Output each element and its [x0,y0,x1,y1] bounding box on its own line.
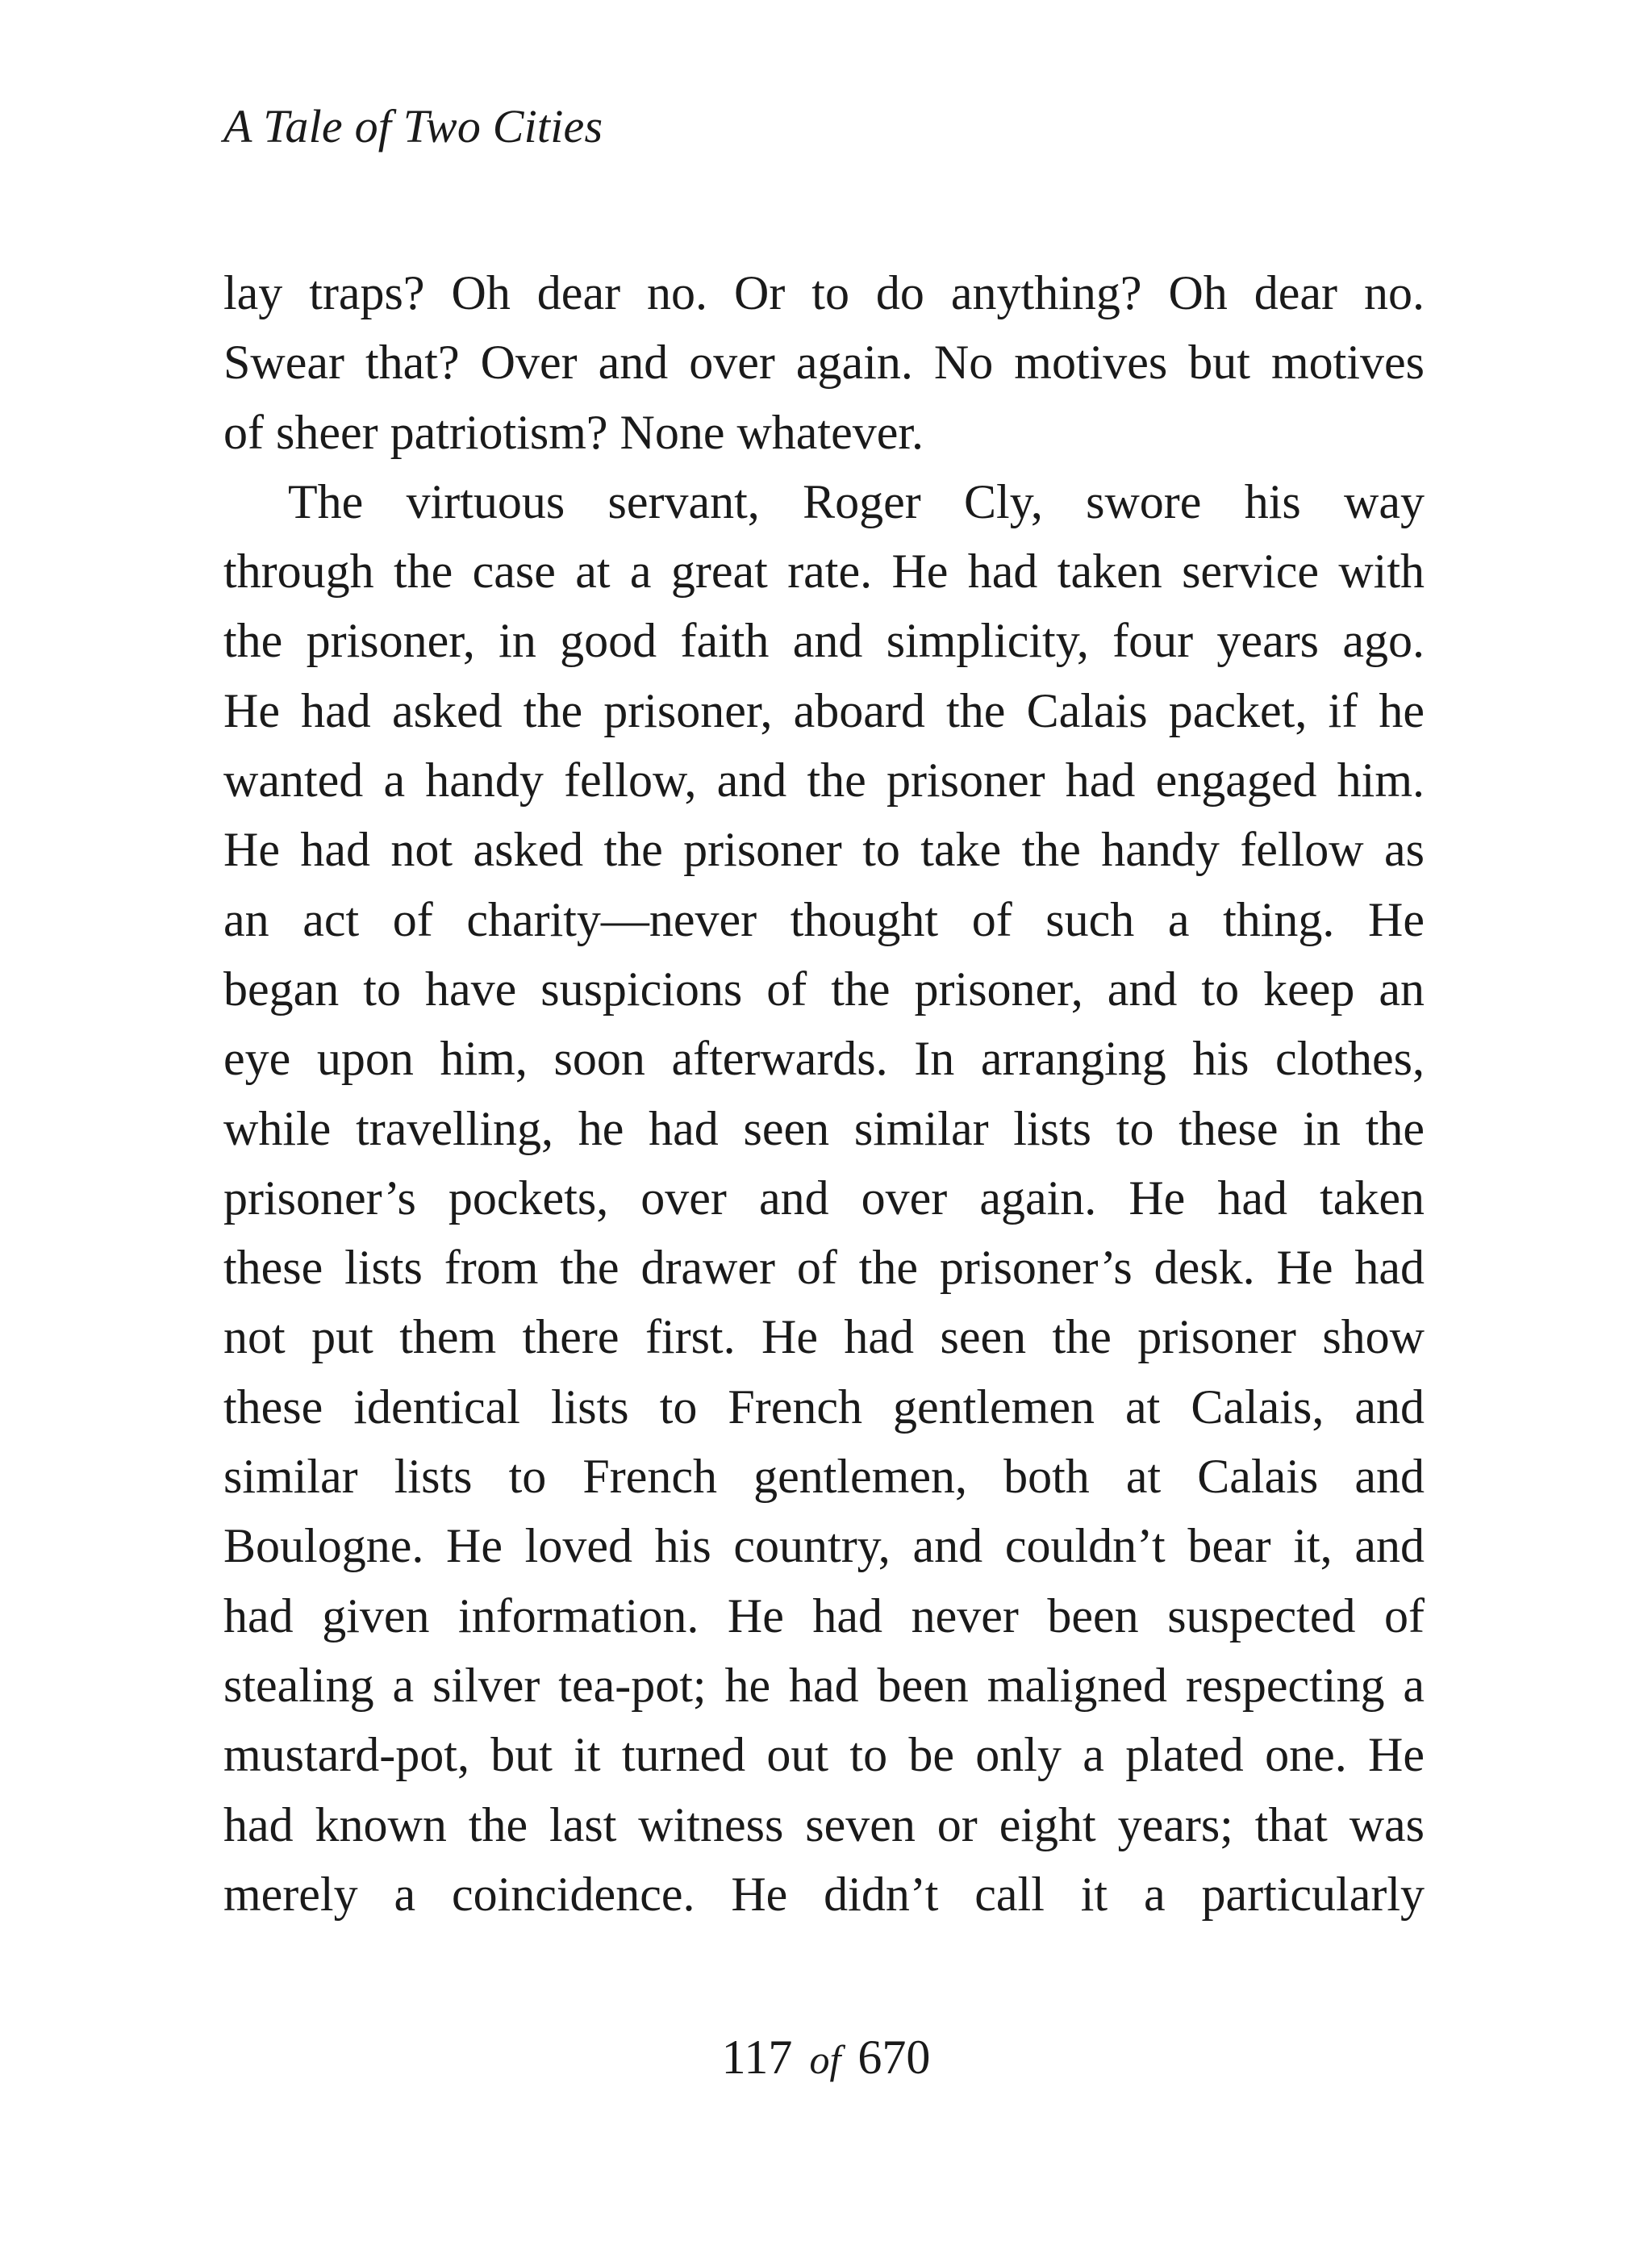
text-line: mustard-pot, but it turned out to be only a plated one. He [223,1728,1425,1782]
text-line: prisoner’s pockets, over and over again. He had taken [223,1171,1425,1225]
text-line: He had not asked the prisoner to take the handy fellow as [223,823,1425,877]
text-line: of sheer patriotism? None whatever. [223,405,924,459]
text-line: Boulogne. He loved his country, and couldn’t bear it, and [223,1519,1425,1573]
page-number-total: 670 [857,2031,931,2084]
text-line-paragraph-start: The virtuous servant, Roger Cly, swore his way [288,474,1425,528]
text-line: Swear that? Over and over again. No motives but motives [223,336,1425,390]
text-line: He had asked the prisoner, aboard the Calais packet, if he [223,683,1425,737]
text-line: lay traps? Oh dear no. Or to do anything? Oh dear no. [223,266,1425,319]
text-line: through the case at a great rate. He had taken service with [223,545,1425,599]
text-line: had known the last witness seven or eight years; that was [223,1797,1425,1851]
page-number-of: of [809,2037,841,2082]
page-number-current: 117 [721,2031,793,2084]
text-line: eye upon him, soon afterwards. In arranging his clothes, [223,1032,1425,1086]
running-head-title: A Tale of Two Cities [223,100,603,152]
text-line: wanted a handy fellow, and the prisoner had engaged him. [223,753,1425,808]
text-line: an act of charity—never thought of such a thing. He [223,892,1425,946]
text-line: merely a coincidence. He didn’t call it a particularly [223,1867,1425,1921]
text-line: stealing a silver tea-pot; he had been maligned respecting a [223,1658,1425,1712]
text-line: the prisoner, in good faith and simplicity, four years ago. [223,614,1425,668]
text-line: these identical lists to French gentlemen at Calais, and [223,1380,1425,1434]
text-line: these lists from the drawer of the prisoner’s desk. He had [223,1241,1425,1295]
text-line: not put them there first. He had seen the prisoner show [223,1310,1425,1364]
text-line: similar lists to French gentlemen, both at Calais and [223,1450,1425,1504]
text-line: had given information. He had never been suspected of [223,1588,1425,1642]
page-body-text [223,258,1425,1929]
page-number [0,2031,1652,2084]
text-line: began to have suspicions of the prisoner, and to keep an [223,962,1425,1016]
text-line: while travelling, he had seen similar lists to these in the [223,1101,1425,1155]
